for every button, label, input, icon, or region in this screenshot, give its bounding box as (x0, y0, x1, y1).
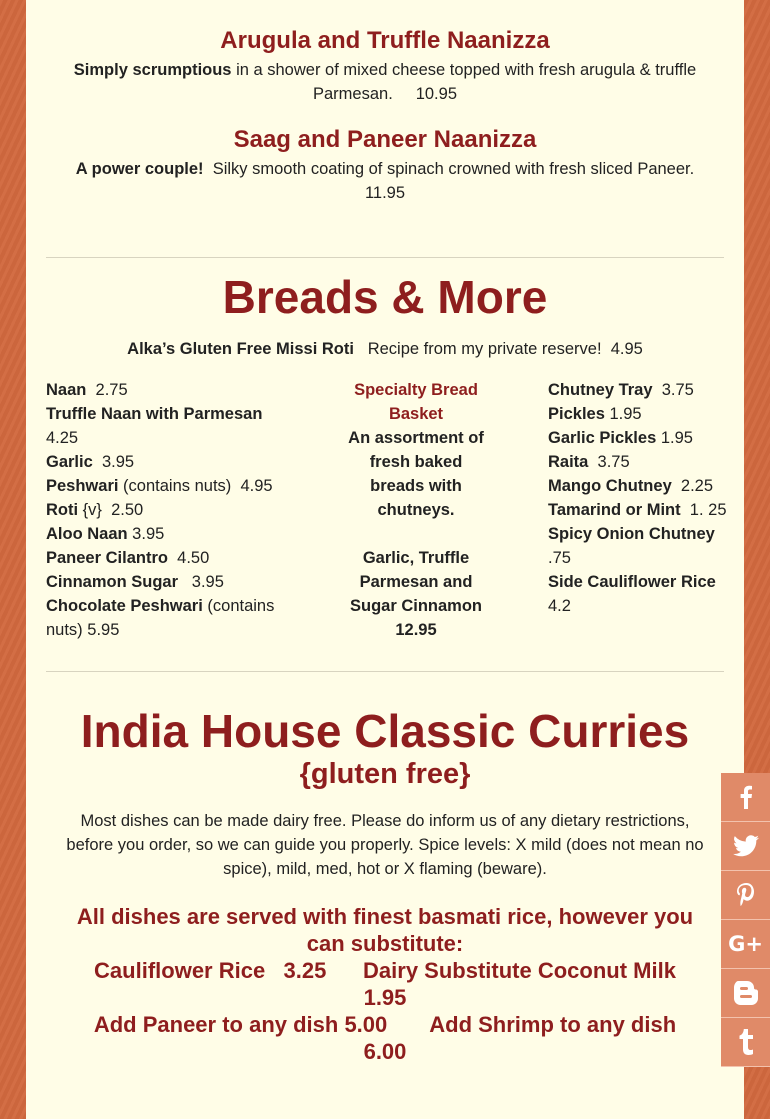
menu-item: Pickles 1.95 (548, 405, 642, 423)
google-plus-glyph: G+ (728, 932, 763, 956)
menu-item: Spicy Onion Chutney .75 (548, 525, 720, 567)
dish-lead: A power couple! (75, 160, 204, 178)
menu-item: Paneer Cilantro 4.50 (46, 549, 210, 567)
substitution-2: Add Paneer to any dish 5.00 Add Shrimp to any dish 6.00 (93, 1012, 683, 1064)
basket-flavors: Garlic, Truffle Parmesan and Sugar Cinnamon (349, 549, 482, 615)
menu-item: Raita 3.75 (548, 453, 630, 471)
dish-arugula-truffle (46, 27, 724, 106)
blogger-icon[interactable] (721, 969, 770, 1018)
tumblr-icon[interactable] (721, 1018, 770, 1067)
basket-title: Specialty Bread Basket (354, 381, 478, 423)
menu-item: Tamarind or Mint 1. 25 (548, 501, 727, 519)
menu-item: Aloo Naan 3.95 (46, 525, 165, 543)
menu-item: Garlic Pickles 1.95 (548, 429, 693, 447)
breads-right-column (548, 378, 733, 618)
dish-description (46, 157, 724, 205)
section-title-breads: Breads & More (222, 271, 548, 323)
menu-item: Mango Chutney 2.25 (548, 477, 714, 495)
menu-item: Naan 2.75 (46, 381, 128, 399)
divider (46, 671, 724, 672)
curries-intro: Most dishes can be made dairy free. Please do inform us of any dietary restrictions, before you order, so we can guide you properly. Spice levels: X mild (does not mean no spice), mild, med, hot or X flaming (beware). (66, 812, 704, 878)
menu-item: Roti {v} 2.50 (46, 501, 144, 519)
pinterest-icon[interactable] (721, 871, 770, 920)
section-subtitle: {gluten free} (299, 758, 471, 790)
menu-item: Chutney Tray 3.75 (548, 381, 694, 399)
menu-item: Side Cauliflower Rice 4.2 (548, 573, 725, 615)
dish-saag-paneer (46, 126, 724, 205)
cut-off-text (26, 0, 744, 4)
specialty-basket (336, 378, 496, 642)
dish-lead: Simply scrumptious (73, 61, 232, 79)
dish-description (46, 58, 724, 106)
google-plus-icon[interactable] (721, 920, 770, 969)
basket-price: 12.95 (395, 621, 437, 639)
dish-title: Arugula and Truffle Naanizza (220, 27, 550, 54)
dish-title: Saag and Paneer Naanizza (233, 126, 537, 153)
basket-description: An assortment of fresh baked breads with chutneys. (348, 429, 484, 519)
menu-item: Cinnamon Sugar 3.95 (46, 573, 224, 591)
facebook-icon[interactable] (721, 773, 770, 822)
rice-note: All dishes are served with finest basmati rice, however you can substitute: (76, 904, 694, 956)
featured-bread (26, 337, 744, 361)
dish-text: Silky smooth coating of spinach crowned with fresh sliced Paneer. 11.95 (203, 160, 718, 202)
featured-bread-text: Recipe from my private reserve! 4.95 (353, 340, 643, 358)
menu-page (26, 0, 744, 1119)
substitution-1: Cauliflower Rice 3.25 Dairy Substitute Coconut Milk 1.95 (94, 958, 683, 1010)
twitter-icon[interactable] (721, 822, 770, 871)
section-title-curries: India House Classic Curries (80, 705, 690, 757)
menu-item: Chocolate Peshwari (contains nuts) 5.95 (46, 597, 279, 639)
menu-item: Garlic 3.95 (46, 453, 135, 471)
dish-text: in a shower of mixed cheese topped with fresh arugula & truffle Parmesan. 10.95 (231, 61, 701, 103)
menu-item: Peshwari (contains nuts) 4.95 (46, 477, 273, 495)
divider (46, 257, 724, 258)
menu-item: Truffle Naan with Parmesan 4.25 (46, 405, 267, 447)
breads-left-column (46, 378, 279, 642)
featured-bread-name: Alka’s Gluten Free Missi Roti (127, 340, 354, 358)
